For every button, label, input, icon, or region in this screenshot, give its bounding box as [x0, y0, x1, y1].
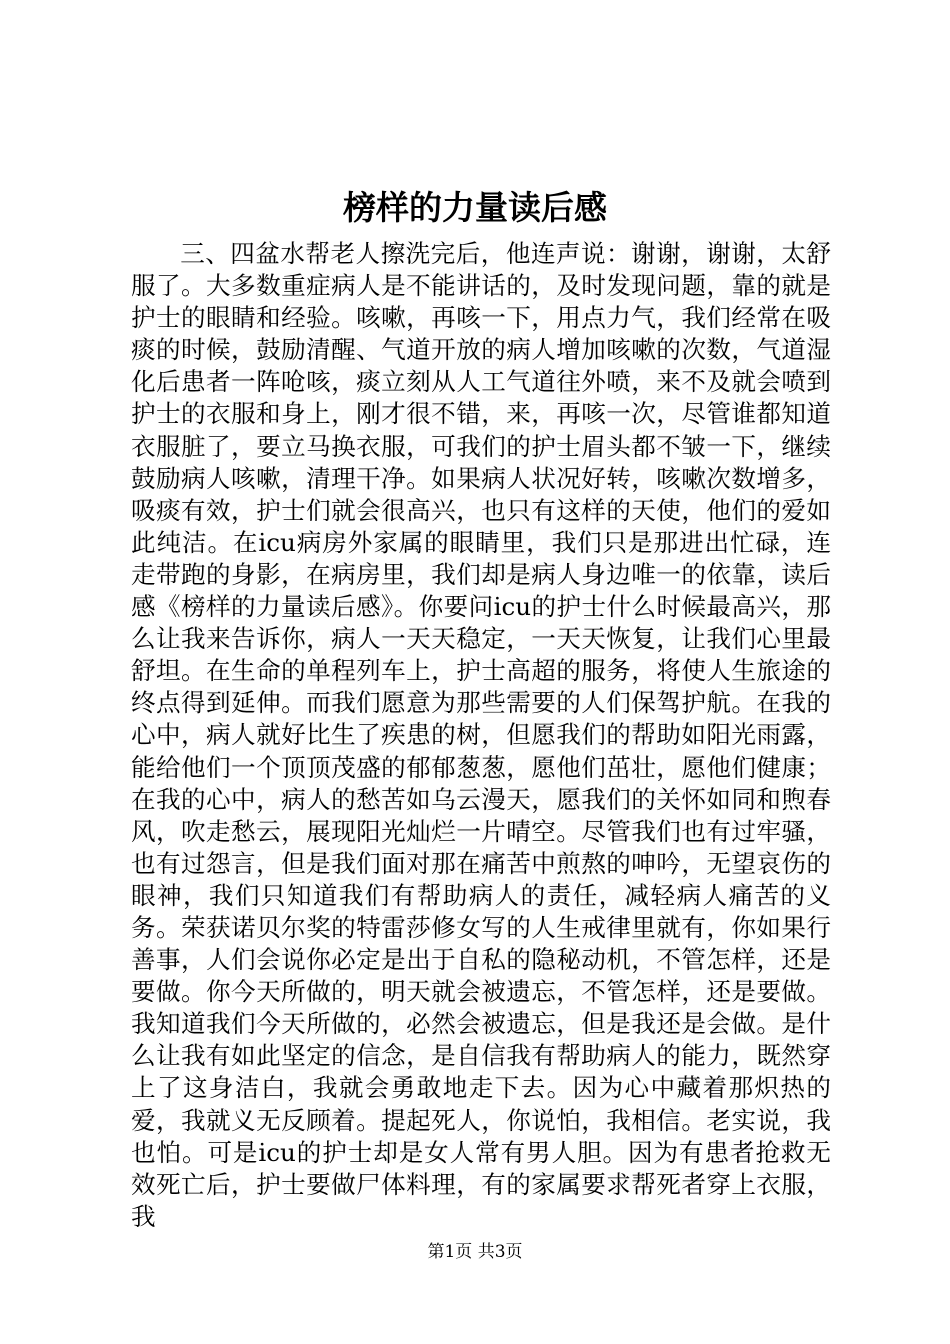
page-number-footer: 第1页 共3页 [427, 1242, 523, 1262]
document-body-paragraph: 三、四盆水帮老人擦洗完后，他连声说：谢谢，谢谢，太舒服了。大多数重症病人是不能讲话的，及时发现问题，靠的就是护士的眼睛和经验。咳嗽，再咳一下，用点力气，我们经常在吸痰的时候，鼓励清醒、气道开放的病人增加咳嗽的次数，气道湿化后患者一阵呛咳，痰立刻从人工气道往外喷，来不及就会喷到护士的衣服和身上，刚才很不错，来，再咳一次，尽管谁都知道衣服脏了，要立马换衣服，可我们的护士眉头都不皱一下，继续鼓励病人咳嗽，清理干净。如果病人状况好转，咳嗽次数增多，吸痰有效，护士们就会很高兴，也只有这样的天使，他们的爱如此纯洁。在icu病房外家属的眼睛里，我们只是那进出忙碌，连走带跑的身影，在病房里，我们却是病人身边唯一的依靠，读后感《榜样的力量读后感》。你要问icu的护士什么时候最高兴，那么让我来告诉你，病人一天天稳定，一天天恢复，让我们心里最舒坦。在生命的单程列车上，护士高超的服务，将使人生旅途的终点得到延伸。而我们愿意为那些需要的人们保驾护航。在我的心中，病人就好比生了疾患的树，但愿我们的帮助如阳光雨露，能给他们一个顶顶茂盛的郁郁葱葱，愿他们茁壮，愿他们健康；在我的心中，病人的愁苦如乌云漫天，愿我们的关怀如同和煦春风，吹走愁云，展现阳光灿烂一片晴空。尽管我们也有过牢骚，也有过怨言，但是我们面对那在痛苦中煎熬的呻吟，无望哀伤的眼神，我们只知道我们有帮助病人的责任，减轻病人痛苦的义务。荣获诺贝尔奖的特雷莎修女写的人生戒律里就有，你如果行善事，人们会说你必定是出于自私的隐秘动机，不管怎样，还是要做。你今天所做的，明天就会被遗忘，不管怎样，还是要做。我知道我们今天所做的，必然会被遗忘，但是我还是会做。是什么让我有如此坚定的信念，是自信我有帮助病人的能力，既然穿上了这身洁白，我就会勇敢地走下去。因为心中藏着那炽热的爱，我就义无反顾着。提起死人，你说怕，我相信。老实说，我也怕。可是icu的护士却是女人常有男人胆。因为有患者抢救无效死亡后，护士要做尸体料理，有的家属要求帮死者穿上衣服，我 [131, 239, 831, 1231]
document-title: 榜样的力量读后感 [343, 188, 607, 227]
